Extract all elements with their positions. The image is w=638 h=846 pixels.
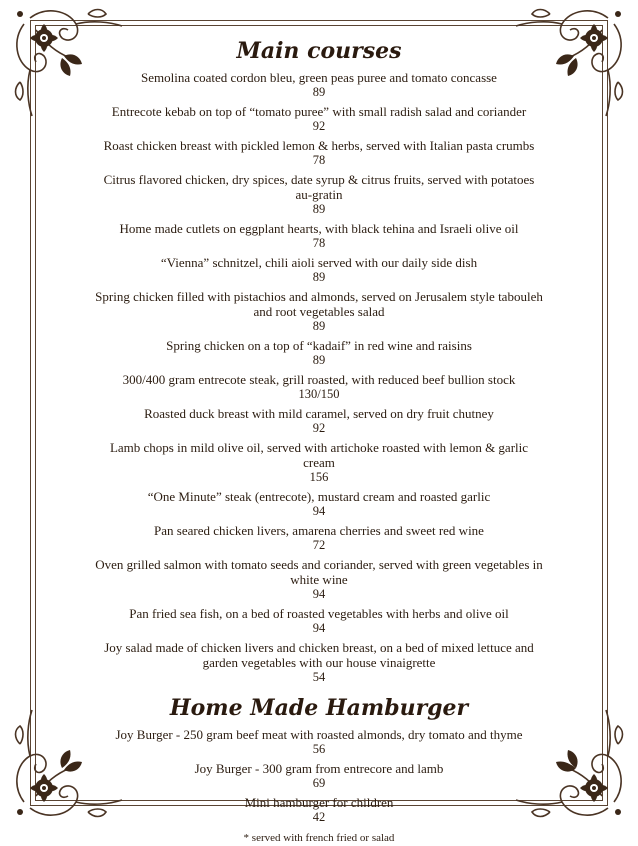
menu-item <box>95 440 543 485</box>
item-price: 89 <box>312 319 326 333</box>
item-description: Home made cutlets on eggplant hearts, with black tehina and Israeli olive oil <box>119 221 519 236</box>
item-price: 156 <box>309 470 329 484</box>
item-description: “One Minute” steak (entrecote), mustard cream and roasted garlic <box>147 489 491 504</box>
item-price: 42 <box>312 810 326 824</box>
menu-item <box>95 104 543 134</box>
item-price: 89 <box>312 353 326 367</box>
menu-item <box>95 557 543 602</box>
menu-item <box>95 372 543 402</box>
item-price: 92 <box>312 421 326 435</box>
item-description: Roasted duck breast with mild caramel, served on dry fruit chutney <box>144 406 494 421</box>
item-price: 130/150 <box>298 387 340 401</box>
item-price: 69 <box>312 776 326 790</box>
menu-item <box>95 761 543 791</box>
item-description: Joy Burger - 300 gram from entrecore and lamb <box>194 761 444 776</box>
item-description: Roast chicken breast with pickled lemon & herbs, served with Italian pasta crumbs <box>103 138 535 153</box>
item-description: Mini hamburger for children <box>244 795 394 810</box>
menu-item <box>95 255 543 285</box>
item-description: Pan seared chicken livers, amarena cherries and sweet red wine <box>154 523 484 538</box>
item-description: Lamb chops in mild olive oil, served with artichoke roasted with lemon & garlic cream <box>109 440 529 470</box>
menu-item <box>95 406 543 436</box>
item-price: 92 <box>312 119 326 133</box>
item-description: Joy salad made of chicken livers and chicken breast, on a bed of mixed lettuce and garden vegetables with our house vinaigrette <box>104 640 534 670</box>
item-description: Entrecote kebab on top of “tomato puree” with small radish salad and coriander <box>111 104 527 119</box>
footnote: * served with french fried or salad <box>243 832 395 844</box>
item-price: 54 <box>312 670 326 684</box>
hamburger-heading: Home Made Hamburger <box>169 695 469 721</box>
menu-item <box>95 138 543 168</box>
item-description: Spring chicken filled with pistachios and almonds, served on Jerusalem style tabouleh and root vegetables salad <box>95 289 543 319</box>
menu-item <box>95 523 543 553</box>
item-description: Citrus flavored chicken, dry spices, date syrup & citrus fruits, served with potatoes au-gratin <box>103 172 535 202</box>
item-price: 72 <box>312 538 326 552</box>
item-price: 89 <box>312 270 326 284</box>
item-price: 89 <box>312 202 326 216</box>
menu-item <box>95 795 543 825</box>
item-price: 56 <box>312 742 326 756</box>
item-price: 94 <box>312 504 326 518</box>
item-description: “Vienna” schnitzel, chili aioli served with our daily side dish <box>160 255 478 270</box>
menu-item <box>95 489 543 519</box>
item-price: 94 <box>312 587 326 601</box>
menu-item <box>95 172 543 217</box>
menu-item <box>95 338 543 368</box>
item-price: 78 <box>312 236 326 250</box>
menu-item <box>95 640 543 685</box>
item-description: Oven grilled salmon with tomato seeds and coriander, served with green vegetables in white wine <box>95 557 543 587</box>
item-price: 89 <box>312 85 326 99</box>
item-description: Pan fried sea fish, on a bed of roasted vegetables with herbs and olive oil <box>129 606 509 621</box>
menu-item <box>95 221 543 251</box>
menu-item <box>95 289 543 334</box>
item-description: 300/400 gram entrecote steak, grill roasted, with reduced beef bullion stock <box>122 372 516 387</box>
menu-item <box>95 606 543 636</box>
menu-item <box>95 727 543 757</box>
item-description: Semolina coated cordon bleu, green peas puree and tomato concasse <box>141 70 497 85</box>
item-price: 94 <box>312 621 326 635</box>
item-description: Joy Burger - 250 gram beef meat with roasted almonds, dry tomato and thyme <box>115 727 523 742</box>
item-description: Spring chicken on a top of “kadaif” in red wine and raisins <box>166 338 472 353</box>
main-courses-heading: Main courses <box>236 38 402 64</box>
item-price: 78 <box>312 153 326 167</box>
menu-content <box>95 38 543 846</box>
menu-item <box>95 70 543 100</box>
